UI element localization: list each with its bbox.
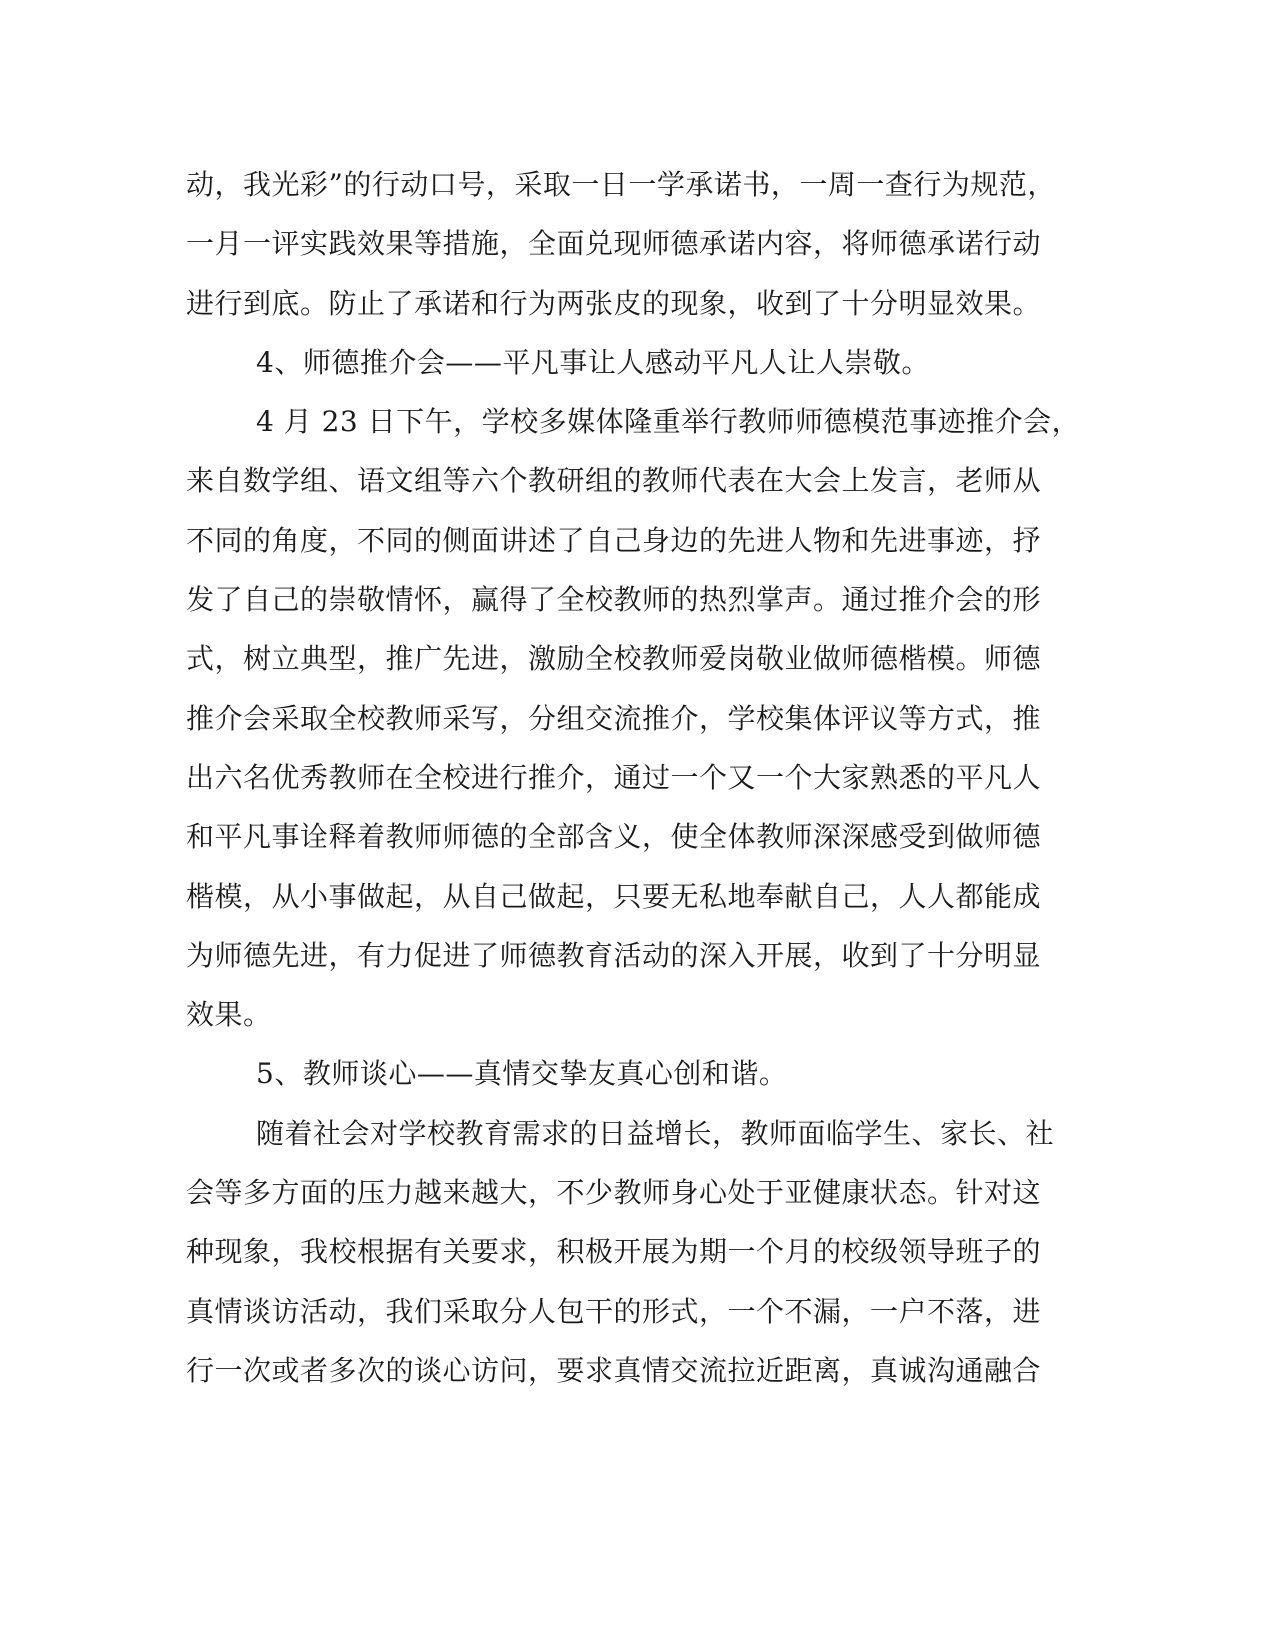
body-line-20: 真情谈访活动，我们采取分人包干的形式，一个不漏，一户不落，进 xyxy=(186,1294,1042,1328)
body-line-17: 随着社会对学校教育需求的日益增长，教师面临学生、家长、社 xyxy=(256,1116,1055,1150)
body-line-8: 发了自己的崇敬情怀，赢得了全校教师的热烈掌声。通过推介会的形 xyxy=(186,583,1042,617)
body-line-14: 为师德先进，有力促进了师德教育活动的深入开展，收到了十分明显 xyxy=(186,938,1042,972)
body-line-18: 会等多方面的压力越来越大，不少教师身心处于亚健康状态。针对这 xyxy=(186,1176,1042,1210)
body-line-21: 行一次或者多次的谈心访问，要求真情交流拉近距离，真诚沟通融合 xyxy=(186,1353,1042,1387)
body-line-1: 动，我光彩”的行动口号，采取一日一学承诺书，一周一查行为规范， xyxy=(186,168,1056,201)
section-heading-4: 4、师德推介会——平凡事让人感动平凡人让人崇敬。 xyxy=(256,345,930,379)
document-body xyxy=(186,155,1081,1400)
body-line-19: 种现象，我校根据有关要求，积极开展为期一个月的校级领导班子的 xyxy=(186,1235,1042,1269)
body-line-6: 来自数学组、语文组等六个教研组的教师代表在大会上发言，老师从 xyxy=(186,464,1042,498)
body-line-15: 效果。 xyxy=(186,998,272,1032)
body-line-2: 一月一评实践效果等措施，全面兑现师德承诺内容，将师德承诺行动 xyxy=(186,227,1042,261)
body-line-11: 出六名优秀教师在全校进行推介，通过一个又一个大家熟悉的平凡人 xyxy=(186,760,1042,794)
body-line-5: 4 月 23 日下午，学校多媒体隆重举行教师师德模范事迹推介会， xyxy=(256,405,1081,439)
body-line-10: 推介会采取全校教师采写，分组交流推介，学校集体评议等方式，推 xyxy=(186,701,1042,735)
body-line-13: 楷模，从小事做起，从自己做起，只要无私地奉献自己，人人都能成 xyxy=(186,879,1042,913)
body-line-12: 和平凡事诠释着教师师德的全部含义，使全体教师深深感受到做师德 xyxy=(186,820,1042,854)
body-line-7: 不同的角度，不同的侧面讲述了自己身边的先进人物和先进事迹，抒 xyxy=(186,523,1042,557)
body-line-9: 式，树立典型，推广先进，激励全校教师爱岗敬业做师德楷模。师德 xyxy=(186,642,1042,676)
section-heading-5: 5、教师谈心——真情交挚友真心创和谐。 xyxy=(256,1057,788,1091)
body-line-3: 进行到底。防止了承诺和行为两张皮的现象，收到了十分明显效果。 xyxy=(186,286,1042,320)
